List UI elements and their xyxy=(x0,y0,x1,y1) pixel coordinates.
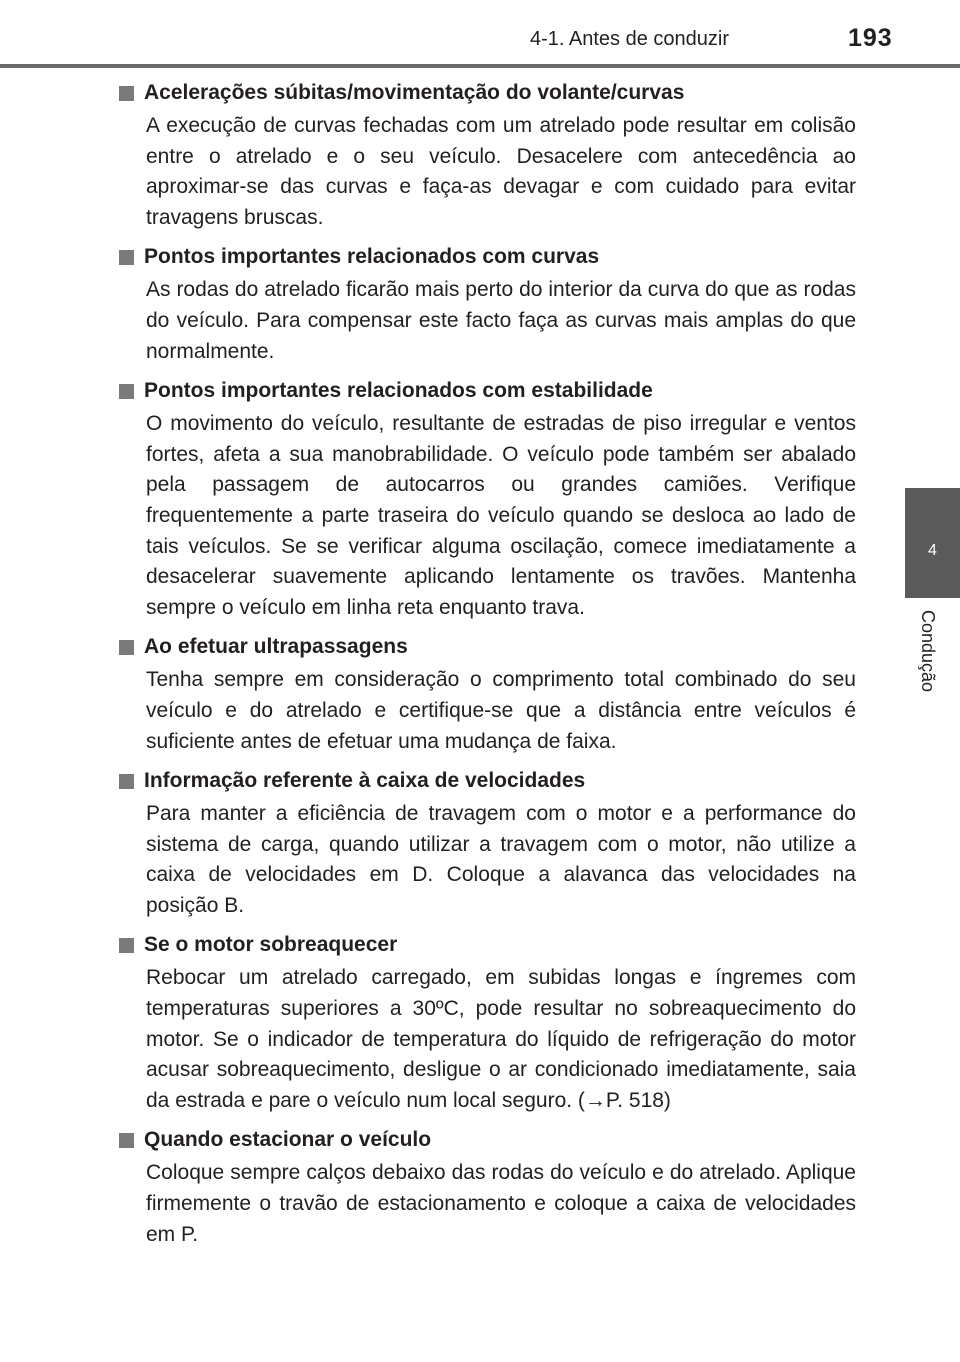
section-transmission xyxy=(119,766,856,921)
section-overtaking xyxy=(119,632,856,757)
section-overheating xyxy=(119,930,856,1116)
section-heading: Pontos importantes relacionados com curvas xyxy=(144,245,600,269)
section-heading: Ao efetuar ultrapassagens xyxy=(144,635,408,659)
header-rule xyxy=(0,64,960,68)
section-heading: Pontos importantes relacionados com estabilidade xyxy=(144,379,653,403)
square-bullet-icon xyxy=(119,250,134,265)
section-body: Para manter a eficiência de travagem com o motor e a performance do sistema de carga, quando utilizar a travagem com o motor, não utilize a caixa de velocidades em D. Coloque a alavanca das velocidades na posição B. xyxy=(146,802,856,917)
chapter-tab xyxy=(905,488,960,598)
square-bullet-icon xyxy=(119,640,134,655)
section-body: Rebocar um atrelado carregado, em subidas longas e íngremes com temperaturas superiores a 30ºC, pode resultar no sobreaquecimento do motor. Se o indicador de temperatura do líquido de refrigeração do motor acusar sobreaquecimento, desligue o ar condicionado imediatamente, saia da estrada e pare o veículo num local seguro. (→P. 518) xyxy=(146,966,856,1112)
square-bullet-icon xyxy=(119,774,134,789)
section-heading: Quando estacionar o veículo xyxy=(144,1128,432,1152)
section-body: As rodas do atrelado ficarão mais perto do interior da curva do que as rodas do veículo. Para compensar este facto faça as curvas mais amplas do que normalmente. xyxy=(146,278,856,363)
section-heading: Informação referente à caixa de velocidades xyxy=(144,769,586,793)
chapter-number: 4 xyxy=(928,542,937,559)
page-content xyxy=(119,78,856,1259)
square-bullet-icon xyxy=(119,384,134,399)
section-sudden-acceleration xyxy=(119,78,856,233)
section-parking xyxy=(119,1125,856,1250)
section-heading: Acelerações súbitas/movimentação do volante/curvas xyxy=(144,81,685,104)
square-bullet-icon xyxy=(119,1133,134,1148)
section-body: Coloque sempre calços debaixo das rodas do veículo e do atrelado. Aplique firmemente o travão de estacionamento e coloque a caixa de velocidades em P. xyxy=(146,1161,856,1246)
section-heading: Se o motor sobreaquecer xyxy=(144,933,398,957)
section-curves xyxy=(119,242,856,367)
chapter-label: Condução xyxy=(918,610,938,693)
square-bullet-icon xyxy=(119,938,134,953)
page-number: 193 xyxy=(848,24,893,52)
section-body: O movimento do veículo, resultante de estradas de piso irregular e ventos fortes, afeta a sua manobrabilidade. O veículo pode também ser abalado pela passagem de autocarros ou grandes camiões. Verifique frequentemente a parte traseira do veículo quando se desloca ao lado de tais veículos. Se se verificar alguma oscilação, comece imediatamente a desacelerar suavemente aplicando lentamente os travões. Mantenha sempre o veículo em linha reta enquanto trava. xyxy=(146,412,856,619)
section-body: Tenha sempre em consideração o comprimento total combinado do seu veículo e do atrelado e certifique-se que a distância entre veículos é suficiente antes de efetuar uma mudança de faixa. xyxy=(146,668,856,753)
square-bullet-icon xyxy=(119,86,134,101)
section-body: A execução de curvas fechadas com um atrelado pode resultar em colisão entre o atrelado e o seu veículo. Desacelere com antecedência ao aproximar-se das curvas e faça-as devagar e com cuidado para evitar travagens bruscas. xyxy=(146,114,856,229)
header-section-title: 4-1. Antes de conduzir xyxy=(530,28,730,50)
section-stability xyxy=(119,376,856,623)
